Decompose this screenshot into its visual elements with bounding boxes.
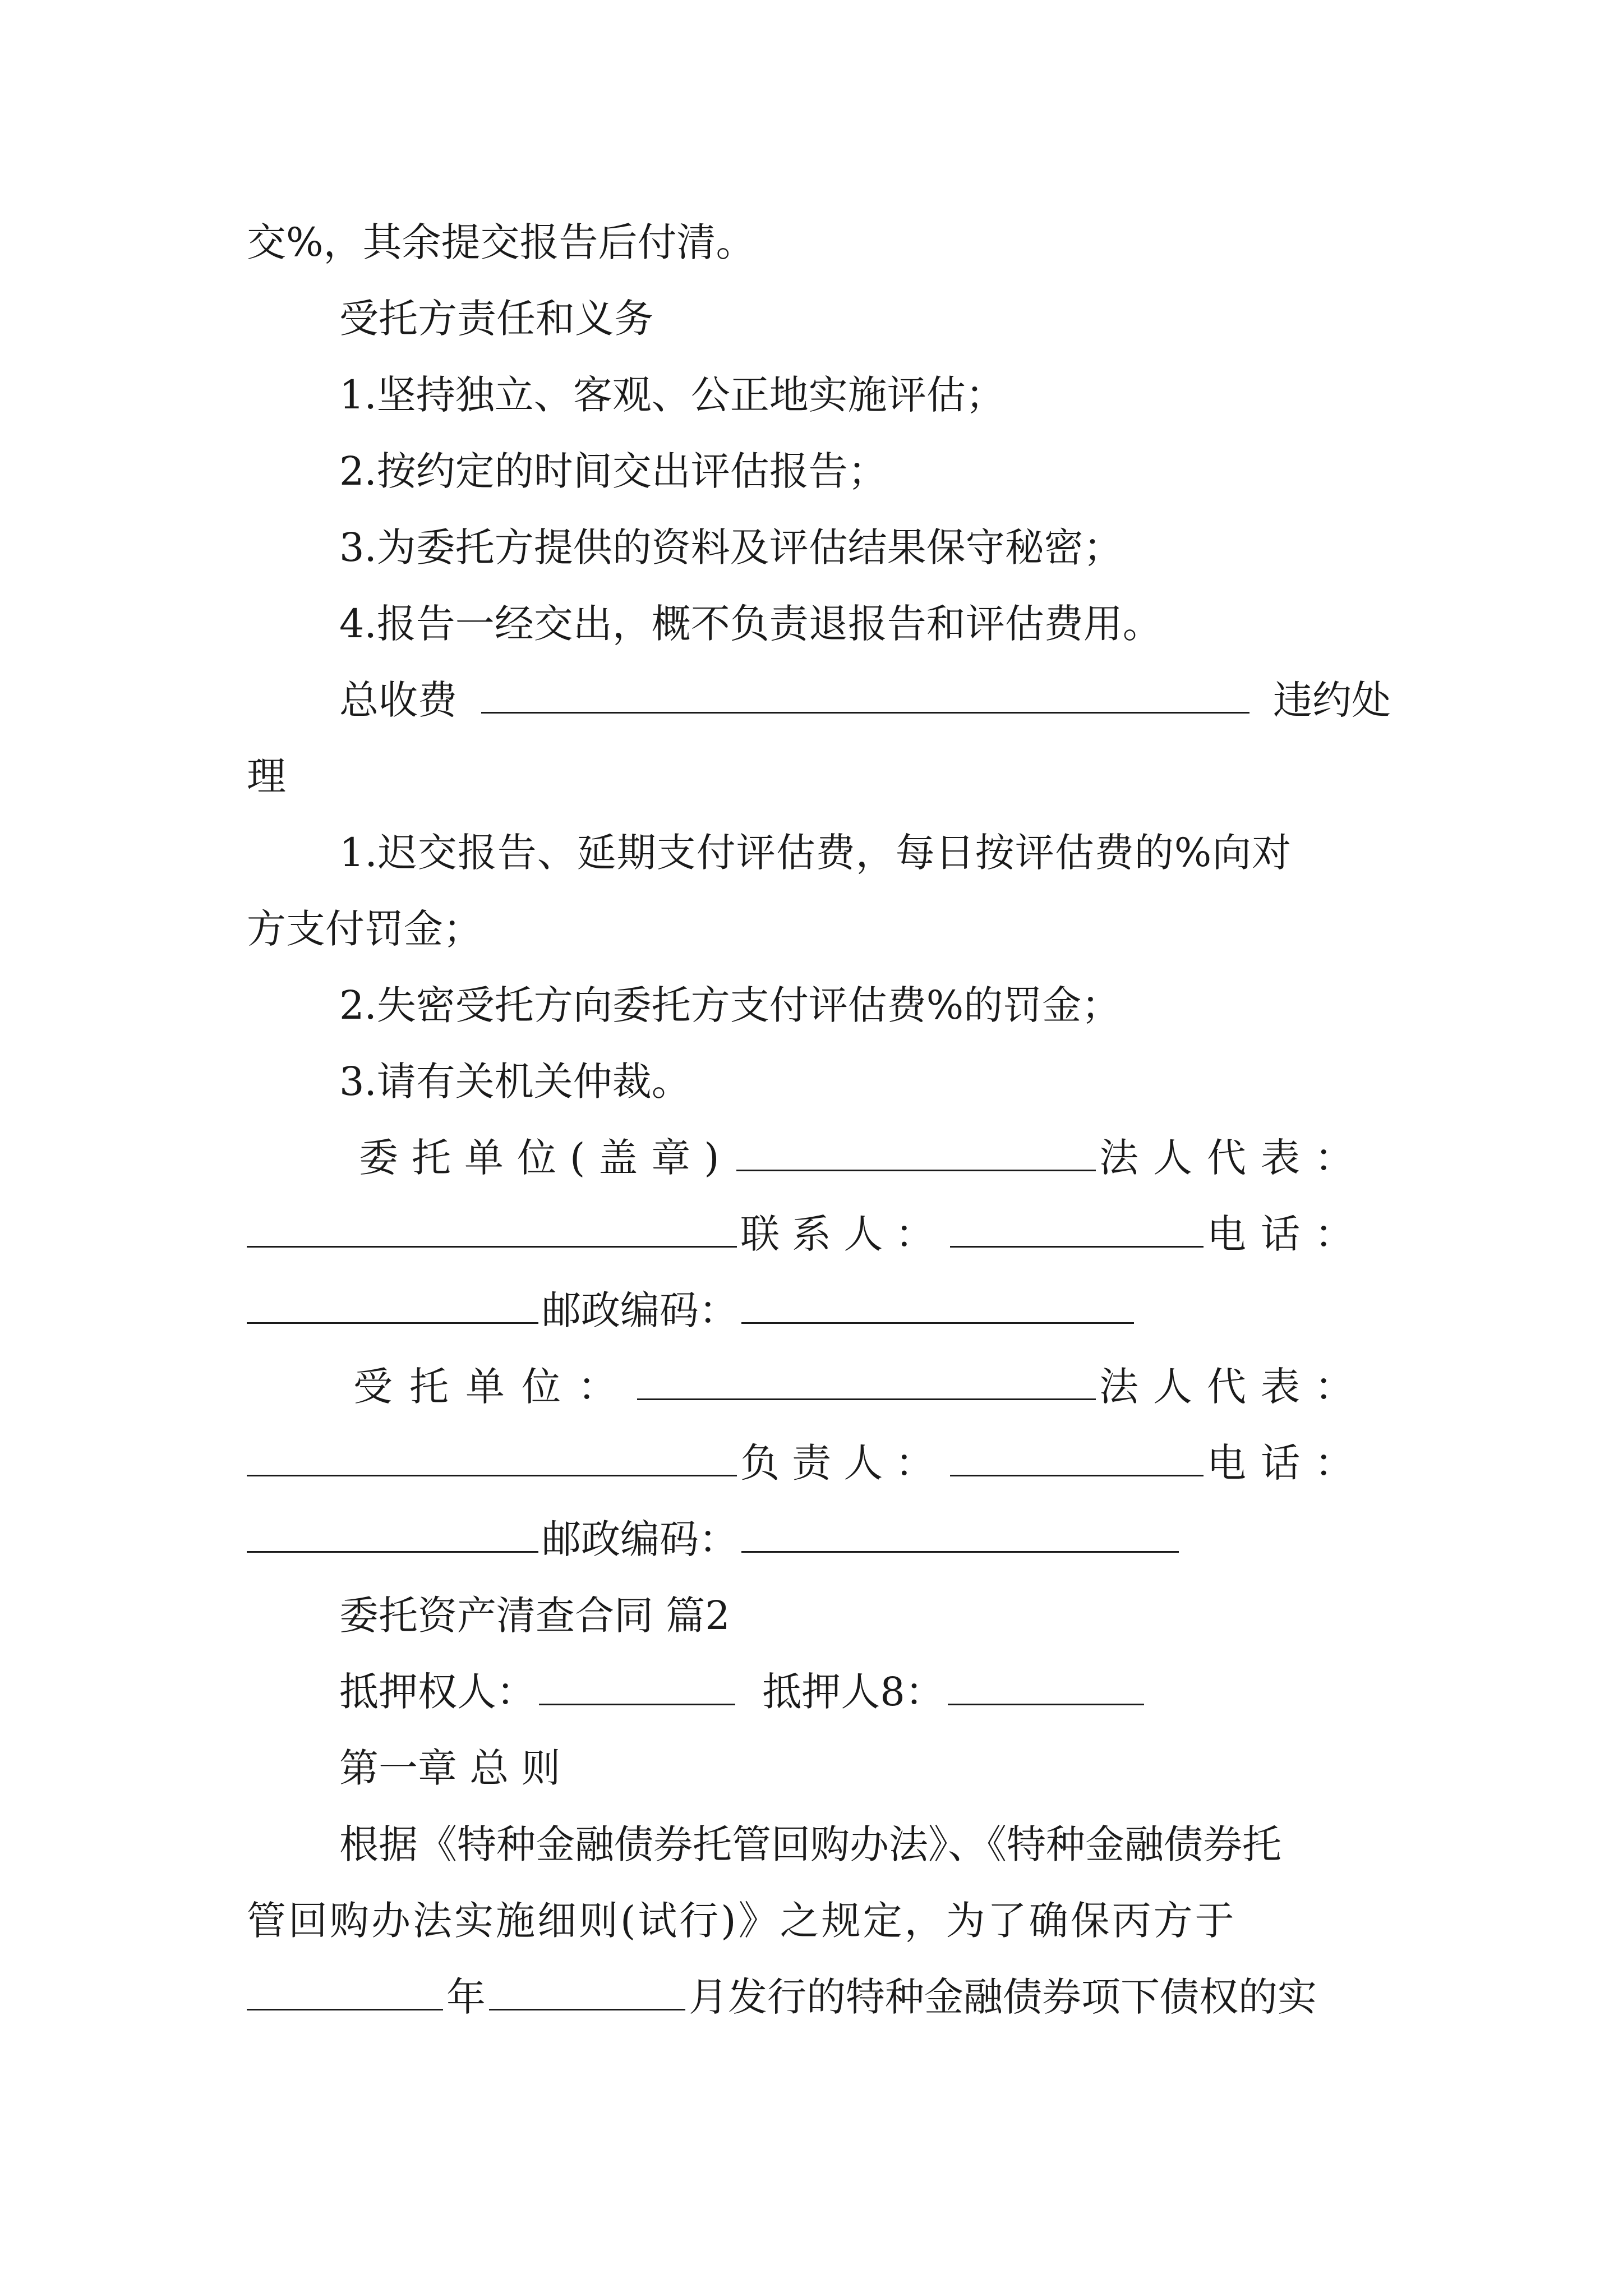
mortgage-parties-line (339, 1658, 1391, 1726)
mortgagee-label: 抵押权人： (339, 1669, 536, 1715)
legal-rep-label: 法人代表： (1099, 1135, 1368, 1181)
client-unit-label: 委托单位(盖章) (359, 1135, 733, 1181)
mortgagor-blank[interactable] (948, 1664, 1144, 1705)
total-fee-label: 总收费 (339, 677, 457, 723)
client-unit-blank[interactable] (736, 1130, 1096, 1171)
paragraph-line: 理 (247, 753, 286, 799)
contract-title: 委托资产清查合同 篇2 (339, 1593, 730, 1639)
mortgagor-label: 抵押人8： (762, 1669, 944, 1715)
phone-blank[interactable] (247, 1283, 538, 1324)
paragraph-line: 根据《特种金融债券托管回购办法》、《特种金融债券托 (339, 1821, 1281, 1867)
postcode-blank[interactable] (741, 1512, 1179, 1553)
total-fee-blank[interactable] (481, 673, 1249, 714)
legal-rep-blank[interactable] (247, 1207, 737, 1248)
list-item: 2.失密受托方向委托方支付评估费%的罚金； (339, 982, 1121, 1028)
phone-label: 电话： (1207, 1211, 1368, 1257)
list-item: 3.请有关机关仲裁。 (339, 1059, 691, 1105)
client-unit-line (359, 1124, 1368, 1191)
responsible-line (247, 1429, 1368, 1497)
postcode-blank[interactable] (741, 1283, 1134, 1324)
breach-label: 违约处 (1273, 677, 1391, 723)
paragraph-line: 交%，其余提交报告后付清。 (247, 219, 755, 265)
postcode-line (247, 1277, 1391, 1344)
list-item: 4.报告一经交出，概不负责退报告和评估费用。 (339, 601, 1162, 647)
legal-rep-label: 法人代表： (1099, 1364, 1368, 1410)
trustee-unit-label: 受托单位： (353, 1364, 634, 1410)
responsible-label: 负责人： (740, 1440, 947, 1486)
contact-label: 联系人： (740, 1211, 947, 1257)
list-item: 2.按约定的时间交出评估报告； (339, 448, 887, 494)
paragraph-line: 方支付罚金； (247, 906, 482, 952)
year-label: 年 (446, 1974, 486, 2020)
list-item: 1.坚持独立、客观、公正地实施评估； (339, 372, 1005, 418)
postcode-label: 邮政编码： (542, 1516, 738, 1562)
month-blank[interactable] (489, 1970, 685, 2010)
total-fee-line (339, 666, 1391, 734)
issue-date-line (247, 1963, 1391, 2031)
postcode-line (247, 1506, 1391, 1573)
paragraph-line: 管回购办法实施细则(试行)》之规定，为了确保丙方于 (247, 1898, 1237, 1944)
phone-label: 电话： (1207, 1440, 1368, 1486)
trustee-unit-blank[interactable] (637, 1359, 1096, 1400)
contact-line (247, 1200, 1368, 1268)
trustee-unit-line (353, 1353, 1368, 1420)
section-heading: 受托方责任和义务 (339, 296, 653, 342)
postcode-label: 邮政编码： (542, 1287, 738, 1333)
list-item: 3.为委托方提供的资料及评估结果保守秘密； (339, 524, 1123, 570)
year-blank[interactable] (247, 1970, 443, 2010)
chapter-heading: 第一章 总 则 (339, 1745, 561, 1791)
paragraph-continuation: 月发行的特种金融债券项下债权的实 (689, 1974, 1317, 2020)
mortgagee-blank[interactable] (539, 1664, 735, 1705)
contact-blank[interactable] (950, 1207, 1204, 1248)
responsible-blank[interactable] (950, 1435, 1204, 1476)
phone-blank[interactable] (247, 1512, 538, 1553)
legal-rep-blank[interactable] (247, 1435, 737, 1476)
list-item: 1.迟交报告、延期支付评估费，每日按评估费的%向对 (339, 830, 1292, 876)
